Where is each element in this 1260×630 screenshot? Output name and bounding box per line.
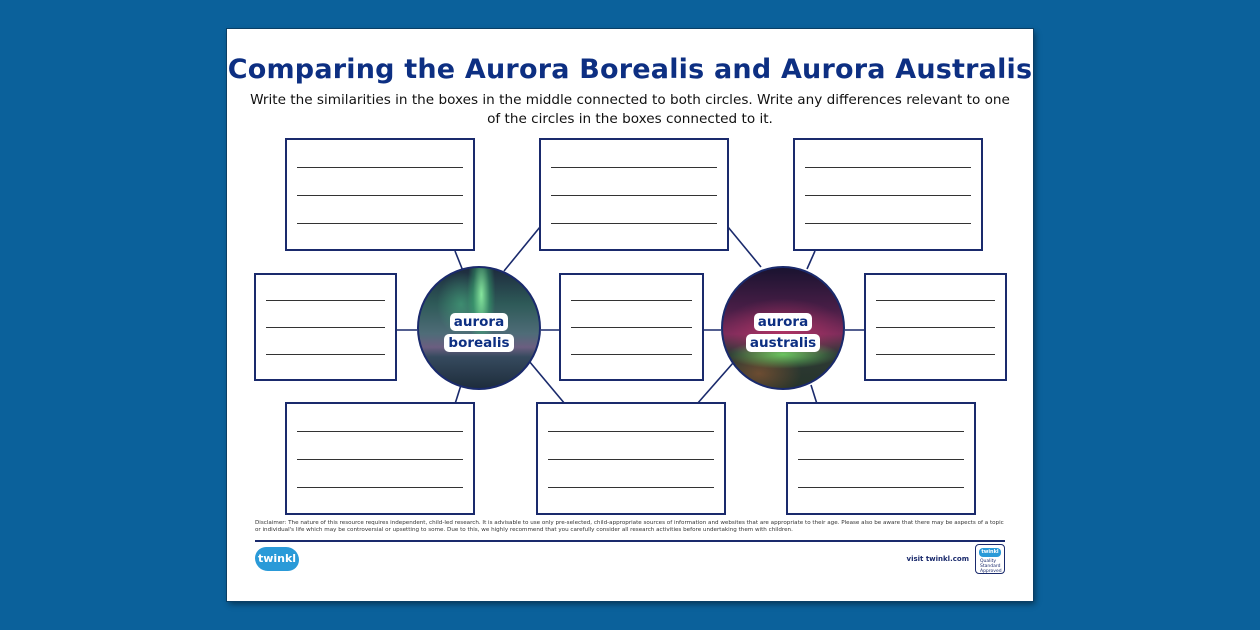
circle-label [419,332,539,352]
writing-line [805,223,971,224]
writing-line [876,354,995,355]
aurora-australis-circle [721,266,845,390]
write-box-top-middle[interactable] [539,138,729,251]
disclaimer-text: Disclaimer: The nature of this resource requires independent, child-led research. It is advisable to use only pre-selected, child-appropriate sources of information and websites that are appropriate to their age. Please also be aware that there may be aspects of a topic or individual's life which may be controversial or upsetting to some. Due to this, we highly recommend that you carefully consider all research activities before undertaking them with children. [255,520,1004,533]
writing-line [297,431,463,432]
writing-line [266,327,385,328]
writing-line [571,300,692,301]
writing-line [548,459,714,460]
twinkl-logo[interactable] [255,547,299,571]
borealis-label-line2: borealis [444,334,513,352]
australis-label-line1: aurora [754,313,812,331]
connector-line [807,251,815,269]
writing-line [548,487,714,488]
writing-line [805,167,971,168]
writing-line [551,167,717,168]
write-box-top-right[interactable] [793,138,983,251]
badge-subtext: Quality Standard Approved [980,559,1002,574]
writing-line [297,223,463,224]
write-box-bottom-left[interactable] [285,402,475,515]
writing-line [876,300,995,301]
writing-line [297,195,463,196]
writing-line [876,327,995,328]
borealis-label-line1: aurora [450,313,508,331]
worksheet-instructions: Write the similarities in the boxes in the middle connected to both circles. Write any differences relevant to one of the circles in the boxes connected to it. [250,92,1010,127]
writing-line [266,354,385,355]
writing-line [805,195,971,196]
writing-line [266,300,385,301]
write-box-mid-right[interactable] [864,273,1007,381]
writing-line [548,431,714,432]
badge-title: twinkl [979,548,1001,557]
footer-divider [255,540,1005,542]
writing-line [571,354,692,355]
write-box-mid-left[interactable] [254,273,397,381]
writing-line [551,223,717,224]
writing-line [571,327,692,328]
writing-line [798,487,964,488]
writing-line [297,167,463,168]
australis-label-line2: australis [746,334,820,352]
worksheet-page [227,29,1033,601]
connector-line [504,227,540,271]
circle-label [723,332,843,352]
logo-text: twinkl [257,552,297,565]
write-box-bottom-right[interactable] [786,402,976,515]
aurora-borealis-circle [417,266,541,390]
write-box-center[interactable] [559,273,704,381]
write-box-top-left[interactable] [285,138,475,251]
writing-line [297,487,463,488]
circle-label [723,311,843,331]
quality-badge-icon [975,544,1005,574]
writing-line [798,459,964,460]
writing-line [798,431,964,432]
visit-link[interactable]: visit twinkl.com [906,555,969,563]
circle-label [419,311,539,331]
connector-line [728,227,761,267]
worksheet-title: Comparing the Aurora Borealis and Aurora Australis [227,54,1033,85]
writing-line [551,195,717,196]
write-box-bottom-middle[interactable] [536,402,726,515]
writing-line [297,459,463,460]
